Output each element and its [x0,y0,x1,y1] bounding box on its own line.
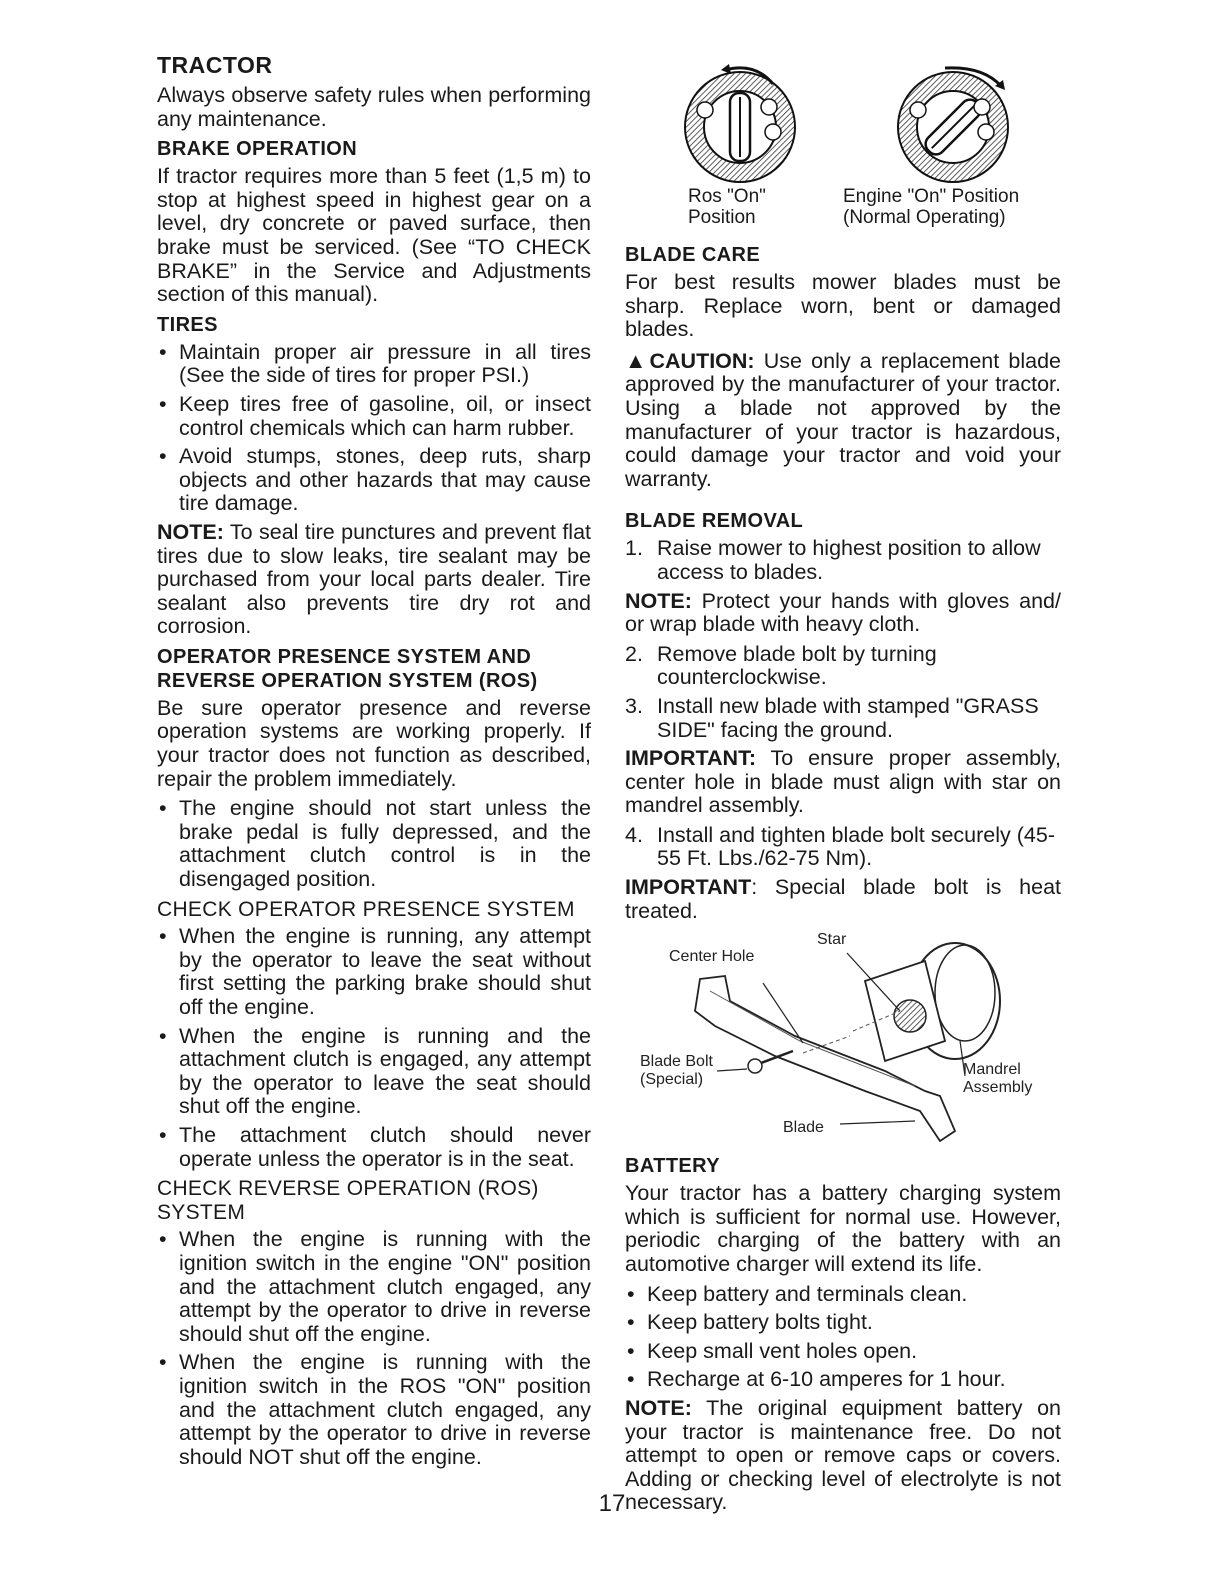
dial-caption-ros: Ros "On" Position [688,186,766,228]
note-label: NOTE: [157,519,224,544]
bullet-text: The attachment clutch should never operate unless the operator is in the seat. [179,1122,591,1171]
dial-caption-engine: Engine "On" Position (Normal Operating) [843,186,1020,228]
list-item: • When the engine is running with the ignition switch in the engine "ON" position and the attachment clutch engaged, any attempt by the operator to drive in reverse should shut off the engine. [159,1227,591,1346]
heading-check-ros: CHECK REVERSE OPERATION (ROS) SYSTEM [157,1177,539,1224]
label-center-hole: Center Hole [669,948,755,966]
heading-brake-operation: BRAKE OPERATION [157,138,358,161]
important-text: To ensure proper assembly, center hole in blade must align with star on mandrel assembly. [625,746,1061,818]
important-text: : Special blade bolt is heat treated. [625,875,1061,923]
list-item: • When the engine is running with the ignition switch in the ROS "ON" position and the attachment clutch engaged, any attempt by the operator to drive in reverse should NOT shut off the engine. [159,1350,591,1469]
blade-caution [625,350,1061,492]
blade-removal-steps-a [625,537,1061,584]
ops-text: Be sure operator presence and reverse operation systems are working properly. If your tractor does not function as described, repair the problem immediately. [157,695,591,791]
label-mandrel-assembly: Mandrel Assembly [963,1061,1033,1097]
list-item: • When the engine is running and the attachment clutch is engaged, any attempt by the operator to leave the seat should shut off the engine. [159,1023,591,1119]
bullet-text: Keep tires free of gasoline, oil, or insect control chemicals which can harm rubber. [179,391,591,440]
blade-removal-important-1 [625,747,1061,818]
important-label: IMPORTANT: [625,746,756,771]
blade-removal-steps-b [625,643,1061,742]
tractor-intro: Always observe safety rules when performing any maintenance. [157,83,591,131]
check-ops-list [157,925,591,1171]
note-label: NOTE: [625,588,692,613]
heading-blade-care: BLADE CARE [625,244,761,266]
step-text: Remove blade bolt by turning counterclockwise. [657,641,937,690]
blade-care-text: For best results mower blades must be sharp. Replace worn, bent or damaged blades. [625,270,1061,342]
label-star: Star [817,931,847,949]
list-item: • Avoid stumps, stones, deep ruts, sharp objects and other hazards that may cause tire damage. [159,444,591,516]
note-label: NOTE: [625,1396,692,1420]
ros-on-dial-icon [685,64,795,182]
heading-check-ops: CHECK OPERATOR PRESENCE SYSTEM [157,897,575,921]
blade-assembly-figure [625,931,1061,1146]
note-text: To seal tire punctures and prevent flat tires due to slow leaks, tire sealant may be purchased from your local parts dealer. Tire sealant also prevents tire dry rot and corrosion. [157,519,591,639]
caution-label: CAUTION: [649,348,755,373]
heading-blade-removal: BLADE REMOVAL [625,510,804,533]
bullet-text: Maintain proper air pressure in all tires (See the side of tires for proper PSI.) [179,339,591,388]
bullet-text: When the engine is running with the ignition switch in the engine "ON" position and the attachment clutch engaged, any attempt by the operator to drive in reverse should shut off the engine. [179,1227,591,1346]
ignition-dials-figure [625,52,1061,237]
bullet-text: Keep small vent holes open. [647,1338,918,1363]
ops-list [157,797,591,891]
bullet-text: When the engine is running and the attachment clutch is engaged, any attempt by the operator to leave the seat should shut off the engine. [179,1023,591,1119]
battery-text: Your tractor has a battery charging system which is sufficient for normal use. However, periodic charging of the battery with an automotive charger will extend its life. [625,1181,1061,1277]
engine-on-dial-icon [898,68,1008,182]
bullet-text: Avoid stumps, stones, deep ruts, sharp objects and other hazards that may cause tire damage. [179,444,591,516]
list-item: • Recharge at 6-10 amperes for 1 hour. [627,1367,1006,1392]
brake-text: If tractor requires more than 5 feet (1,5 m) to stop at highest speed in highest gear on a level, dry concrete or paved surface, then brake must be serviced. (See “TO CHECK BRAKE” in the Service and Adjustments section of this manual). [157,164,591,307]
bullet-text: Keep battery and terminals clean. [647,1281,968,1306]
step-text: Install new blade with stamped "GRASS SIDE" facing the ground. [657,693,1039,742]
list-item: 3. Install new blade with stamped "GRASS SIDE" facing the ground. [625,693,1039,742]
list-item: • The attachment clutch should never operate unless the operator is in the seat. [159,1122,591,1171]
list-item: • The engine should not start unless the brake pedal is fully depressed, and the attachment clutch control is in the disengaged position. [159,796,591,892]
tires-list [157,341,591,516]
note-text: Protect your hands with gloves and/ or wrap blade with heavy cloth. [625,588,1061,637]
list-item: 2. Remove blade bolt by turning counterclockwise. [625,641,937,690]
bullet-text: Recharge at 6-10 amperes for 1 hour. [647,1367,1006,1392]
bullet-text: When the engine is running with the ignition switch in the ROS "ON" position and the attachment clutch engaged, any attempt by the operator to drive in reverse should NOT shut off the engine. [179,1350,591,1469]
list-item: • When the engine is running, any attempt by the operator to leave the seat without first setting the parking brake should shut off the engine. [159,924,591,1019]
heading-tires: TIRES [157,313,218,336]
bullet-text: When the engine is running, any attempt by the operator to leave the seat without first setting the parking brake should shut off the engine. [179,924,591,1019]
list-item: 4. Install and tighten blade bolt securely (45-55 Ft. Lbs./62-75 Nm). [625,822,1055,871]
list-item: • Keep small vent holes open. [627,1338,918,1363]
list-item: • Keep battery and terminals clean. [627,1281,968,1306]
bullet-text: Keep battery bolts tight. [647,1310,873,1335]
blade-removal-steps-c [625,824,1061,871]
list-item: • Keep battery bolts tight. [627,1310,873,1335]
label-blade-bolt: Blade Bolt (Special) [640,1053,713,1089]
list-item: 1. Raise mower to highest position to allow access to blades. [625,536,1041,584]
right-column [625,52,1061,1521]
step-text: Install and tighten blade bolt securely (45-55 Ft. Lbs./62-75 Nm). [657,822,1055,871]
battery-list [625,1283,1061,1392]
section-title-tractor: TRACTOR [157,52,273,78]
bullet-text: The engine should not start unless the brake pedal is fully depressed, and the attachment clutch control is in the disengaged position. [179,796,591,892]
label-blade: Blade [783,1119,824,1137]
note-text: The original equipment battery on your tractor is maintenance free. Do not attempt to open or remove caps or covers. Adding or checking level of electrolyte is not necessary. [625,1396,1061,1515]
heading-ops-ros: OPERATOR PRESENCE SYSTEM AND REVERSE OPERATION SYSTEM (ROS) [157,645,538,692]
check-ros-list [157,1228,591,1469]
list-item: • Keep tires free of gasoline, oil, or insect control chemicals which can harm rubber. [159,391,591,440]
tires-note [157,521,591,639]
caution-text: Use only a replacement blade approved by the manufacturer of your tractor. Using a blade not approved by the manufacturer of your tractor is hazardous, could damage your tractor and void your warranty. [625,348,1062,491]
heading-battery: BATTERY [625,1155,721,1178]
important-label: IMPORTANT [625,875,752,900]
page-number: 17 [598,1490,626,1517]
left-column [157,52,591,1474]
list-item: • Maintain proper air pressure in all tires (See the side of tires for proper PSI.) [159,339,591,388]
step-text: Raise mower to highest position to allow access to blades. [657,536,1041,584]
blade-removal-important-2 [625,876,1061,923]
warning-triangle-icon: ▲ [625,348,650,373]
blade-removal-note [625,590,1061,637]
